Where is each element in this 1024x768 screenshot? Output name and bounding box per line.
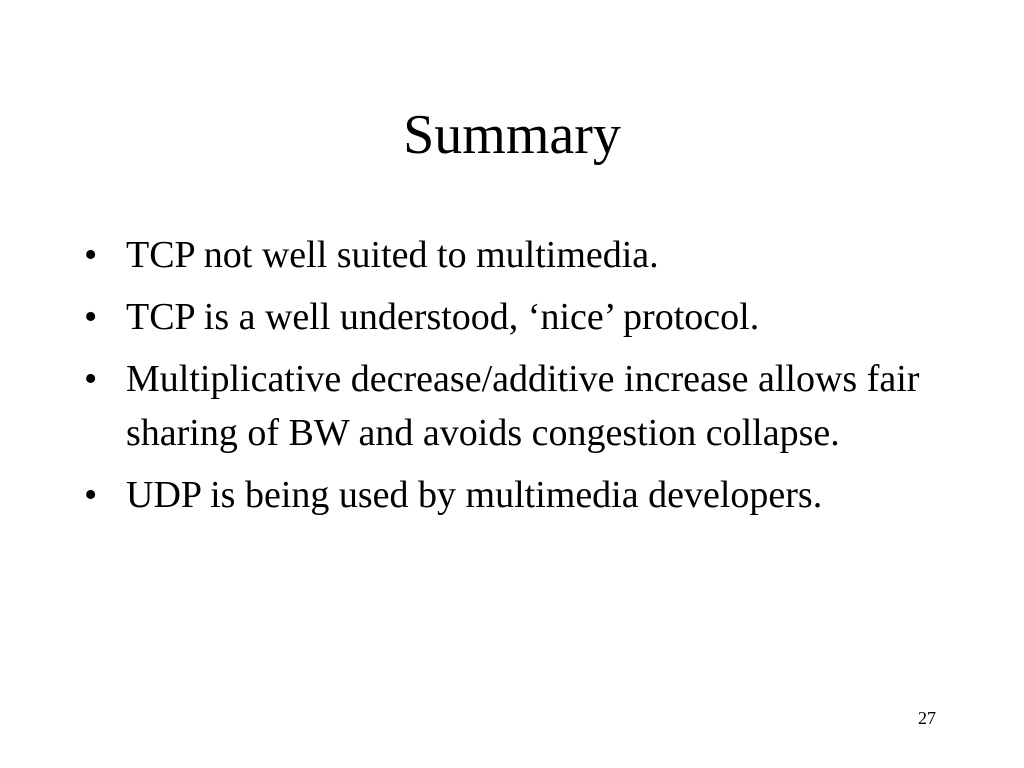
bullet-text: Multiplicative decrease/additive increase allows fair sharing of BW and avoids congestion collapse. xyxy=(126,358,920,454)
bullet-item xyxy=(84,228,964,282)
bullet-dot-icon: • xyxy=(84,358,98,400)
slide-number: 27 xyxy=(918,708,936,728)
slide-title: Summary xyxy=(403,104,621,166)
bullet-text: TCP not well suited to multimedia. xyxy=(126,234,659,276)
bullet-text: UDP is being used by multimedia developers. xyxy=(126,474,823,516)
bullet-item xyxy=(84,352,964,460)
bullet-item xyxy=(84,290,964,344)
bullet-dot-icon: • xyxy=(84,474,98,516)
bullet-item xyxy=(84,468,964,522)
bullet-text: TCP is a well understood, ‘nice’ protocol. xyxy=(126,296,760,338)
bullet-list xyxy=(84,228,964,530)
bullet-dot-icon: • xyxy=(84,296,98,338)
bullet-dot-icon: • xyxy=(84,234,98,276)
